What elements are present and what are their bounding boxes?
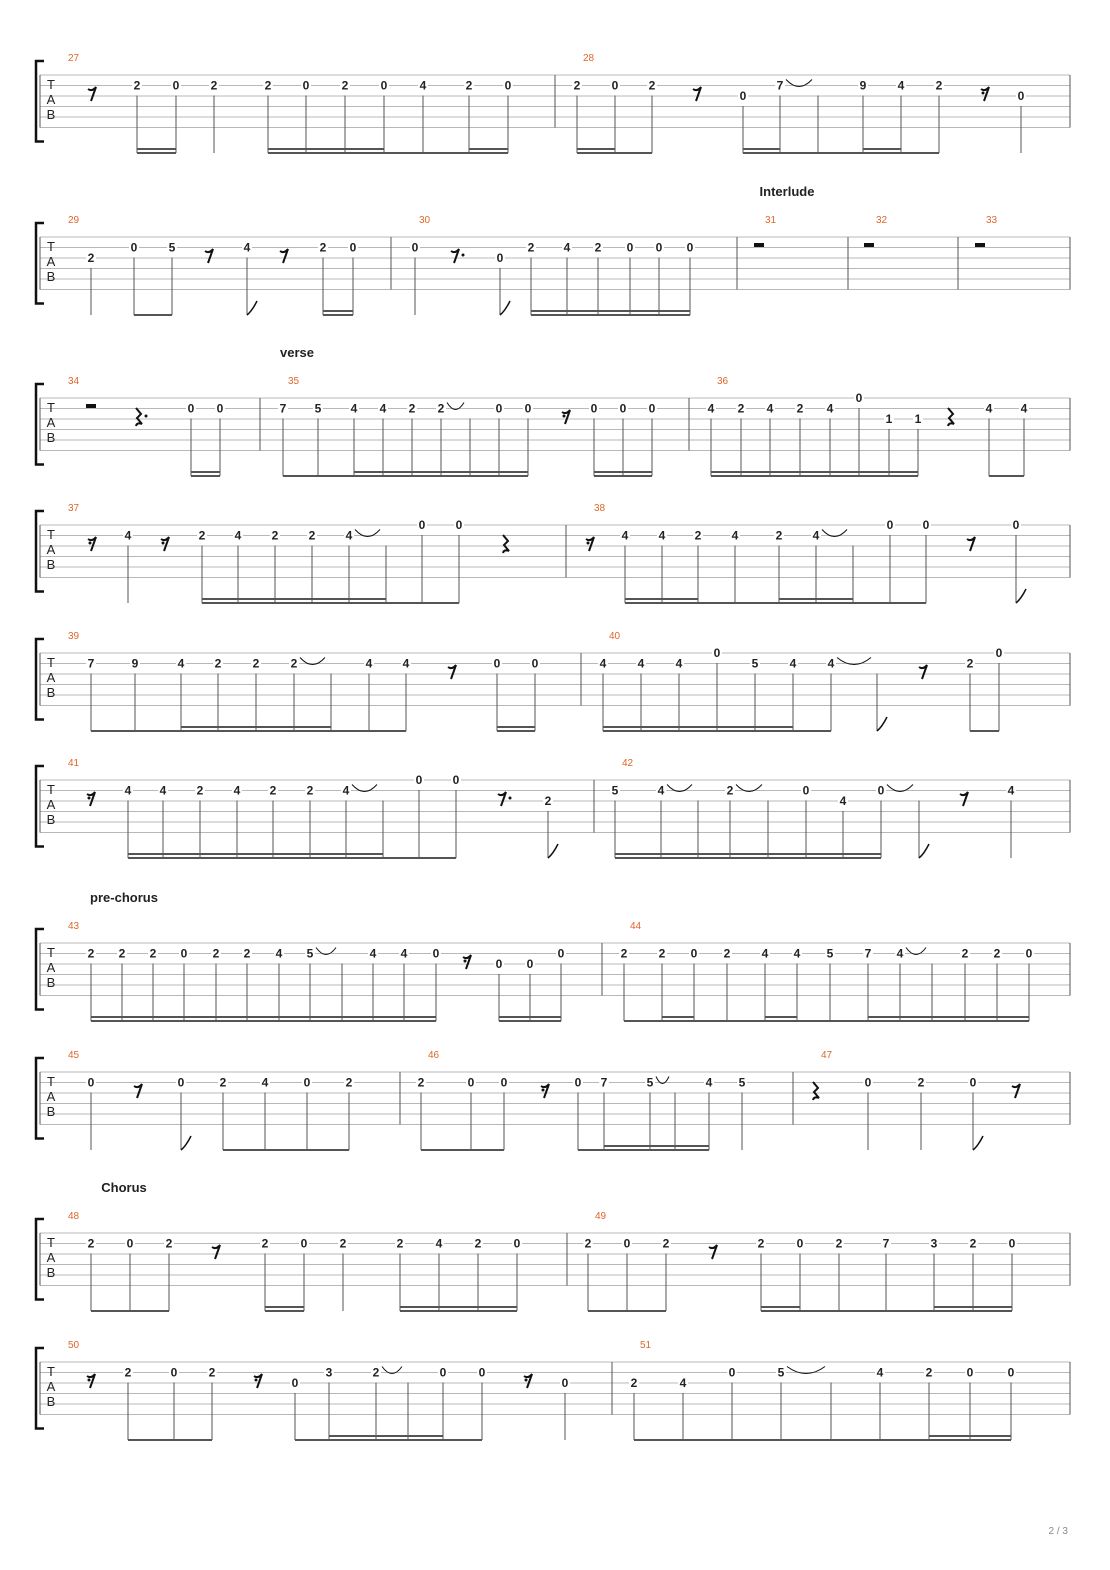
tab-clef-letter: A (46, 1379, 56, 1394)
fret-number: 2 (726, 783, 734, 798)
note-flag (973, 1136, 983, 1150)
fret-number: 2 (993, 946, 1001, 961)
fret-number: 4 (400, 946, 408, 961)
rest-dot (462, 254, 465, 257)
eighth-rest (693, 87, 701, 101)
fret-number: 3 (325, 1365, 333, 1380)
fret-number: 0 (349, 240, 357, 255)
note-flag (877, 717, 887, 731)
eighth-rest (205, 249, 213, 263)
tab-clef-letter: A (46, 92, 56, 107)
eighth-rest (280, 249, 288, 263)
fret-number: 4 (124, 783, 132, 798)
eighth-rest (134, 1084, 142, 1098)
fret-number: 4 (350, 401, 358, 416)
rest-flag-dot (89, 542, 92, 545)
fret-number: 2 (269, 783, 277, 798)
fret-number: 2 (196, 783, 204, 798)
tab-clef-letter: B (46, 557, 56, 572)
measure-number: 37 (68, 503, 80, 514)
fret-number: 2 (261, 1236, 269, 1251)
tab-clef-letter: A (46, 415, 56, 430)
page-number: 2 / 3 (1048, 1526, 1068, 1537)
fret-number: 2 (408, 401, 416, 416)
rest-flag-dot (525, 1379, 528, 1382)
eighth-rest (919, 665, 927, 679)
quarter-rest (136, 408, 142, 426)
tab-clef-letter: B (46, 1104, 56, 1119)
fret-number: 0 (561, 1376, 569, 1390)
half-rest (864, 243, 874, 247)
fret-number: 9 (859, 78, 867, 93)
fret-number: 0 (291, 1376, 299, 1390)
tab-clef-letter: B (46, 975, 56, 990)
section-label: pre-chorus (90, 890, 158, 905)
fret-number: 4 (599, 656, 607, 671)
fret-number: 4 (419, 78, 427, 93)
note-flag (181, 1136, 191, 1150)
fret-number: 4 (177, 656, 185, 671)
fret-number: 0 (590, 401, 598, 416)
fret-number: 0 (855, 391, 863, 405)
fret-number: 0 (611, 78, 619, 93)
fret-number: 4 (1020, 401, 1028, 416)
fret-number: 2 (133, 78, 141, 93)
fret-number: 4 (826, 401, 834, 416)
tab-clef-letter: T (47, 782, 55, 797)
fret-number: 2 (149, 946, 157, 961)
tab-clef-letter: T (47, 77, 55, 92)
fret-number: 5 (306, 946, 314, 961)
fret-number: 0 (877, 783, 885, 798)
fret-number: 2 (118, 946, 126, 961)
fret-number: 2 (658, 946, 666, 961)
rest-flag-dot (587, 542, 590, 545)
fret-number: 0 (557, 946, 565, 961)
fret-number: 0 (864, 1075, 872, 1090)
fret-number: 2 (648, 78, 656, 93)
fret-number: 0 (686, 240, 694, 255)
fret-number: 0 (1008, 1236, 1016, 1251)
fret-number: 2 (87, 251, 95, 265)
tab-clef-letter: B (46, 1394, 56, 1409)
fret-number: 2 (243, 946, 251, 961)
fret-number: 2 (87, 1236, 95, 1251)
fret-number: 0 (504, 78, 512, 93)
measure-number: 43 (68, 921, 80, 932)
measure-number: 41 (68, 758, 80, 769)
fret-number: 0 (170, 1365, 178, 1380)
fret-number: 0 (493, 656, 501, 671)
tab-clef-letter: T (47, 400, 55, 415)
fret-number: 0 (496, 251, 504, 265)
measure-number: 40 (609, 631, 621, 642)
fret-number: 2 (584, 1236, 592, 1251)
tab-clef-letter: T (47, 655, 55, 670)
fret-number: 7 (882, 1236, 890, 1251)
fret-number: 2 (264, 78, 272, 93)
fret-number: 0 (439, 1365, 447, 1380)
fret-number: 0 (623, 1236, 631, 1251)
measure-number: 47 (821, 1050, 833, 1061)
fret-number: 1 (914, 412, 922, 426)
tab-clef-letter: B (46, 430, 56, 445)
fret-number: 0 (500, 1075, 508, 1090)
fret-number: 2 (271, 528, 279, 543)
tab-clef-letter: T (47, 1074, 55, 1089)
fret-number: 2 (212, 946, 220, 961)
measure-number: 46 (428, 1050, 440, 1061)
fret-number: 4 (657, 783, 665, 798)
fret-number: 0 (380, 78, 388, 93)
eighth-rest (88, 87, 96, 101)
fret-number: 4 (839, 794, 847, 808)
fret-number: 4 (985, 401, 993, 416)
fret-number: 0 (452, 773, 460, 787)
fret-number: 2 (544, 794, 552, 808)
fret-number: 3 (930, 1236, 938, 1251)
fret-number: 2 (219, 1075, 227, 1090)
measure-number: 34 (68, 376, 80, 387)
fret-number: 5 (777, 1365, 785, 1380)
fret-number: 2 (630, 1376, 638, 1390)
fret-number: 0 (531, 656, 539, 671)
fret-number: 2 (935, 78, 943, 93)
note-flag (919, 844, 929, 858)
fret-number: 1 (885, 412, 893, 426)
fret-number: 2 (306, 783, 314, 798)
measure-number: 38 (594, 503, 606, 514)
tab-clef-letter: T (47, 945, 55, 960)
rest-dot (509, 797, 512, 800)
fret-number: 2 (775, 528, 783, 543)
note-flag (247, 301, 257, 315)
fret-number: 2 (969, 1236, 977, 1251)
fret-number: 2 (87, 946, 95, 961)
fret-number: 2 (308, 528, 316, 543)
quarter-rest (503, 535, 509, 553)
fret-number: 2 (835, 1236, 843, 1251)
fret-number: 4 (766, 401, 774, 416)
fret-number: 0 (626, 240, 634, 255)
fret-number: 4 (705, 1075, 713, 1090)
rest-flag-dot (162, 542, 165, 545)
tab-clef-letter: A (46, 542, 56, 557)
fret-number: 2 (165, 1236, 173, 1251)
fret-number: 0 (432, 946, 440, 961)
section-label: Interlude (759, 184, 815, 199)
fret-number: 4 (233, 783, 241, 798)
fret-number: 2 (694, 528, 702, 543)
fret-number: 0 (126, 1236, 134, 1251)
note-flag (1016, 589, 1026, 603)
fret-number: 7 (87, 656, 95, 671)
fret-number: 4 (707, 401, 715, 416)
measure-number: 35 (288, 376, 300, 387)
fret-number: 4 (243, 240, 251, 255)
rest-flag-dot (255, 1379, 258, 1382)
fret-number: 5 (168, 240, 176, 255)
fret-number: 2 (737, 401, 745, 416)
fret-number: 0 (478, 1365, 486, 1380)
fret-number: 0 (922, 518, 930, 532)
eighth-rest (967, 537, 975, 551)
fret-number: 4 (675, 656, 683, 671)
fret-number: 0 (130, 240, 138, 255)
fret-number: 4 (812, 528, 820, 543)
eighth-rest (498, 792, 506, 806)
fret-number: 5 (738, 1075, 746, 1090)
measure-number: 36 (717, 376, 729, 387)
fret-number: 0 (172, 78, 180, 93)
fret-number: 2 (594, 240, 602, 255)
fret-number: 2 (396, 1236, 404, 1251)
measure-number: 27 (68, 53, 80, 64)
fret-number: 4 (679, 1376, 687, 1390)
measure-number: 39 (68, 631, 80, 642)
measure-number: 51 (640, 1340, 652, 1351)
fret-number: 4 (365, 656, 373, 671)
note-flag (548, 844, 558, 858)
fret-number: 4 (124, 528, 132, 543)
tab-clef-letter: T (47, 239, 55, 254)
fret-number: 0 (648, 401, 656, 416)
half-rest (975, 243, 985, 247)
fret-number: 5 (314, 401, 322, 416)
fret-number: 0 (526, 957, 534, 971)
rest-flag-dot (88, 797, 91, 800)
fret-number: 7 (864, 946, 872, 961)
fret-number: 0 (1025, 946, 1033, 961)
fret-number: 5 (646, 1075, 654, 1090)
fret-number: 0 (802, 783, 810, 798)
fret-number: 4 (369, 946, 377, 961)
fret-number: 2 (723, 946, 731, 961)
quarter-rest (813, 1082, 819, 1100)
fret-number: 7 (600, 1075, 608, 1090)
fret-number: 4 (761, 946, 769, 961)
fret-number: 0 (495, 401, 503, 416)
fret-number: 0 (302, 78, 310, 93)
fret-number: 0 (180, 946, 188, 961)
fret-number: 0 (513, 1236, 521, 1251)
fret-number: 2 (662, 1236, 670, 1251)
fret-number: 4 (379, 401, 387, 416)
fret-number: 2 (961, 946, 969, 961)
fret-number: 2 (620, 946, 628, 961)
fret-number: 2 (527, 240, 535, 255)
fret-number: 2 (474, 1236, 482, 1251)
rest-dot (145, 415, 148, 418)
fret-number: 2 (124, 1365, 132, 1380)
fret-number: 0 (655, 240, 663, 255)
fret-number: 4 (275, 946, 283, 961)
tab-clef-letter: B (46, 107, 56, 122)
fret-number: 0 (619, 401, 627, 416)
fret-number: 5 (751, 656, 759, 671)
tab-clef-letter: A (46, 960, 56, 975)
fret-number: 0 (713, 646, 721, 660)
fret-number: 0 (796, 1236, 804, 1251)
fret-number: 2 (208, 1365, 216, 1380)
fret-number: 4 (234, 528, 242, 543)
fret-number: 2 (757, 1236, 765, 1251)
measure-number: 32 (876, 215, 888, 226)
fret-number: 2 (198, 528, 206, 543)
tab-clef-letter: T (47, 1364, 55, 1379)
fret-number: 2 (925, 1365, 933, 1380)
note-flag (500, 301, 510, 315)
eighth-rest (1012, 1084, 1020, 1098)
fret-number: 0 (300, 1236, 308, 1251)
fret-number: 0 (87, 1075, 95, 1090)
measure-number: 45 (68, 1050, 80, 1061)
rest-flag-dot (982, 92, 985, 95)
fret-number: 0 (739, 89, 747, 103)
fret-number: 4 (896, 946, 904, 961)
measure-number: 48 (68, 1211, 80, 1222)
fret-number: 0 (411, 240, 419, 255)
fret-number: 4 (402, 656, 410, 671)
fret-number: 4 (159, 783, 167, 798)
fret-number: 4 (261, 1075, 269, 1090)
fret-number: 9 (131, 656, 139, 671)
fret-number: 0 (418, 518, 426, 532)
fret-number: 2 (917, 1075, 925, 1090)
fret-number: 2 (417, 1075, 425, 1090)
fret-number: 0 (995, 646, 1003, 660)
measure-number: 29 (68, 215, 80, 226)
fret-number: 4 (342, 783, 350, 798)
fret-number: 0 (524, 401, 532, 416)
tab-clef-letter: T (47, 527, 55, 542)
fret-number: 2 (214, 656, 222, 671)
fret-number: 0 (455, 518, 463, 532)
fret-number: 0 (177, 1075, 185, 1090)
measure-number: 42 (622, 758, 634, 769)
section-label: Chorus (101, 1180, 147, 1195)
tab-clef-letter: B (46, 269, 56, 284)
tab-clef-letter: B (46, 685, 56, 700)
fret-number: 4 (658, 528, 666, 543)
fret-number: 4 (793, 946, 801, 961)
measure-number: 49 (595, 1211, 607, 1222)
fret-number: 4 (789, 656, 797, 671)
fret-number: 0 (467, 1075, 475, 1090)
rest-flag-dot (542, 1089, 545, 1092)
eighth-rest (451, 249, 459, 263)
fret-number: 2 (319, 240, 327, 255)
measure-number: 44 (630, 921, 642, 932)
eighth-rest (448, 665, 456, 679)
eighth-rest (212, 1245, 220, 1259)
fret-number: 0 (690, 946, 698, 961)
fret-number: 0 (1012, 518, 1020, 532)
fret-number: 2 (345, 1075, 353, 1090)
fret-number: 0 (574, 1075, 582, 1090)
fret-number: 4 (345, 528, 353, 543)
fret-number: 2 (437, 401, 445, 416)
fret-number: 0 (495, 957, 503, 971)
half-rest (754, 243, 764, 247)
fret-number: 2 (796, 401, 804, 416)
fret-number: 4 (637, 656, 645, 671)
fret-number: 2 (966, 656, 974, 671)
section-label: verse (280, 345, 314, 360)
measure-number: 28 (583, 53, 595, 64)
fret-number: 2 (252, 656, 260, 671)
rest-flag-dot (563, 415, 566, 418)
fret-number: 2 (372, 1365, 380, 1380)
tab-clef-letter: A (46, 1250, 56, 1265)
fret-number: 0 (886, 518, 894, 532)
fret-number: 0 (187, 401, 195, 416)
measure-number: 33 (986, 215, 998, 226)
fret-number: 4 (876, 1365, 884, 1380)
fret-number: 7 (776, 78, 784, 93)
fret-number: 4 (621, 528, 629, 543)
fret-number: 0 (216, 401, 224, 416)
tab-clef-letter: A (46, 797, 56, 812)
rest-flag-dot (464, 960, 467, 963)
tab-clef-letter: T (47, 1235, 55, 1250)
fret-number: 2 (290, 656, 298, 671)
tab-clef-letter: B (46, 1265, 56, 1280)
fret-number: 0 (728, 1365, 736, 1380)
eighth-rest (960, 792, 968, 806)
fret-number: 4 (897, 78, 905, 93)
fret-number: 4 (827, 656, 835, 671)
fret-number: 4 (731, 528, 739, 543)
half-rest (86, 404, 96, 408)
fret-number: 2 (339, 1236, 347, 1251)
measure-number: 31 (765, 215, 777, 226)
fret-number: 4 (1007, 783, 1015, 798)
fret-number: 0 (1007, 1365, 1015, 1380)
fret-number: 0 (969, 1075, 977, 1090)
quarter-rest (948, 408, 954, 426)
tab-clef-letter: A (46, 254, 56, 269)
fret-number: 0 (415, 773, 423, 787)
fret-number: 2 (210, 78, 218, 93)
eighth-rest (709, 1245, 717, 1259)
fret-number: 5 (826, 946, 834, 961)
measure-number: 50 (68, 1340, 80, 1351)
fret-number: 2 (465, 78, 473, 93)
fret-number: 0 (966, 1365, 974, 1380)
fret-number: 7 (279, 401, 287, 416)
tab-clef-letter: A (46, 670, 56, 685)
fret-number: 4 (563, 240, 571, 255)
fret-number: 0 (1017, 89, 1025, 103)
rest-flag-dot (88, 1379, 91, 1382)
fret-number: 0 (303, 1075, 311, 1090)
measure-number: 30 (419, 215, 431, 226)
fret-number: 2 (573, 78, 581, 93)
fret-number: 4 (435, 1236, 443, 1251)
tab-clef-letter: B (46, 812, 56, 827)
fret-number: 5 (611, 783, 619, 798)
fret-number: 2 (341, 78, 349, 93)
tab-clef-letter: A (46, 1089, 56, 1104)
